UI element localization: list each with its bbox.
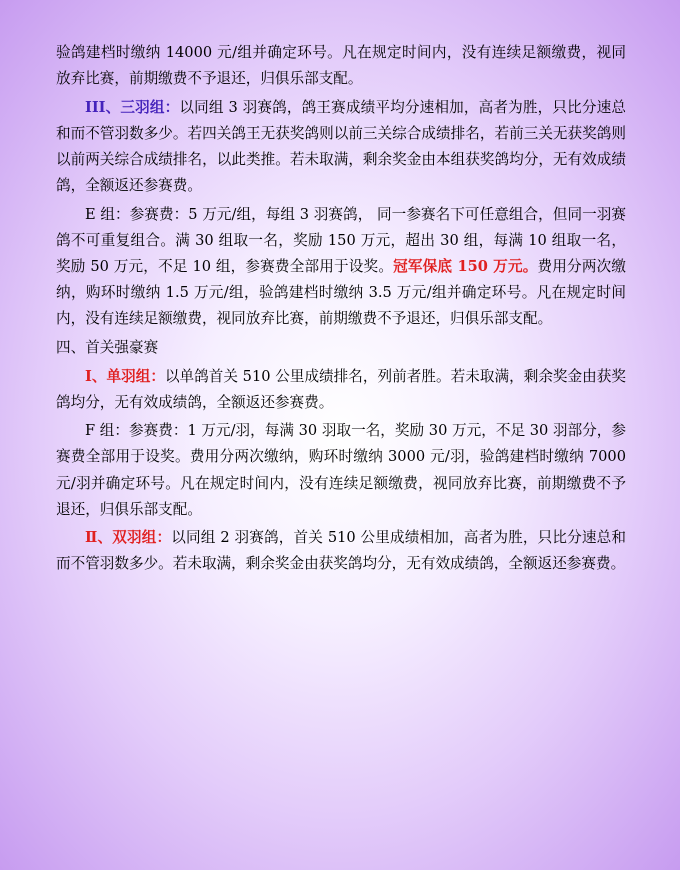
paragraph-three-bird-group: [56, 95, 626, 199]
group-e-text-before: E 组：参赛费：5 万元/组，每组 3 羽赛鸽， 同一参赛名下可任意组合，但同一羽赛鸽不可重复组合。满 30 组取一名，奖励 150 万元，超出 30 组，每满 10 组取一名，奖励 50 万元，不足 10 组，参赛费全部用于设奖。: [56, 205, 626, 275]
document-body: [56, 40, 626, 580]
paragraph-double-bird-group: [56, 525, 626, 577]
double-bird-group-text: 以同组 2 羽赛鸽，首关 510 公里成绩相加，高者为胜，只比分速总和而不管羽数多少。若未取满，剩余奖金由获奖鸽均分，无有效成绩鸽，全额返还参赛费。: [56, 529, 626, 573]
paragraph-group-e: [56, 202, 626, 332]
paragraph-group-d-fee-payment: 验鸽建档时缴纳 14000 元/组并确定环号。凡在规定时间内，没有连续足额缴费，视同放弃比赛，前期缴费不予退还，归俱乐部支配。: [56, 44, 626, 88]
section-heading-first-leg-race: 四、首关强豪赛: [56, 338, 159, 356]
paragraph-single-bird-group: [56, 364, 626, 416]
paragraph-group-f: F 组：参赛费：1 万元/羽，每满 30 羽取一名，奖励 30 万元，不足 30 羽部分，参赛费全部用于设奖。费用分两次缴纳，购环时缴纳 3000 元/羽，验鸽建档时缴纳 7000 元/羽并确定环号。凡在规定时间内，没有连续足额缴费，视同放弃比赛，前期缴费不予退还，归俱乐部支配。: [56, 422, 626, 518]
group-e-text-after: 费用分两次缴纳，购环时缴纳 1.5 万元/组，验鸽建档时缴纳 3.5 万元/组并确定环号。凡在规定时间内，没有连续足额缴费，视同放弃比赛，前期缴费不予退还，归俱乐部支配。: [56, 257, 626, 327]
group-e-champion-guarantee: 冠军保底 150 万元。: [393, 257, 538, 275]
three-bird-group-text: 以同组 3 羽赛鸽，鸽王赛成绩平均分速相加，高者为胜，只比分速总和而不管羽数多少。若四关鸽王无获奖鸽则以前三关综合成绩排名，若前三关无获奖鸽则以前两关综合成绩排名，以此类推。若未取满，剩余奖金由本组获奖鸽均分，无有效成绩鸽，全额返还参赛费。: [56, 98, 626, 194]
three-bird-group-heading: III、三羽组：: [85, 98, 180, 116]
double-bird-group-heading: Ⅱ、双羽组：: [85, 529, 172, 547]
single-bird-group-text: 以单鸽首关 510 公里成绩排名，列前者胜。若未取满，剩余奖金由获奖鸽均分，无有效成绩鸽，全额返还参赛费。: [56, 367, 626, 411]
single-bird-group-heading: Ⅰ、单羽组：: [85, 367, 165, 385]
